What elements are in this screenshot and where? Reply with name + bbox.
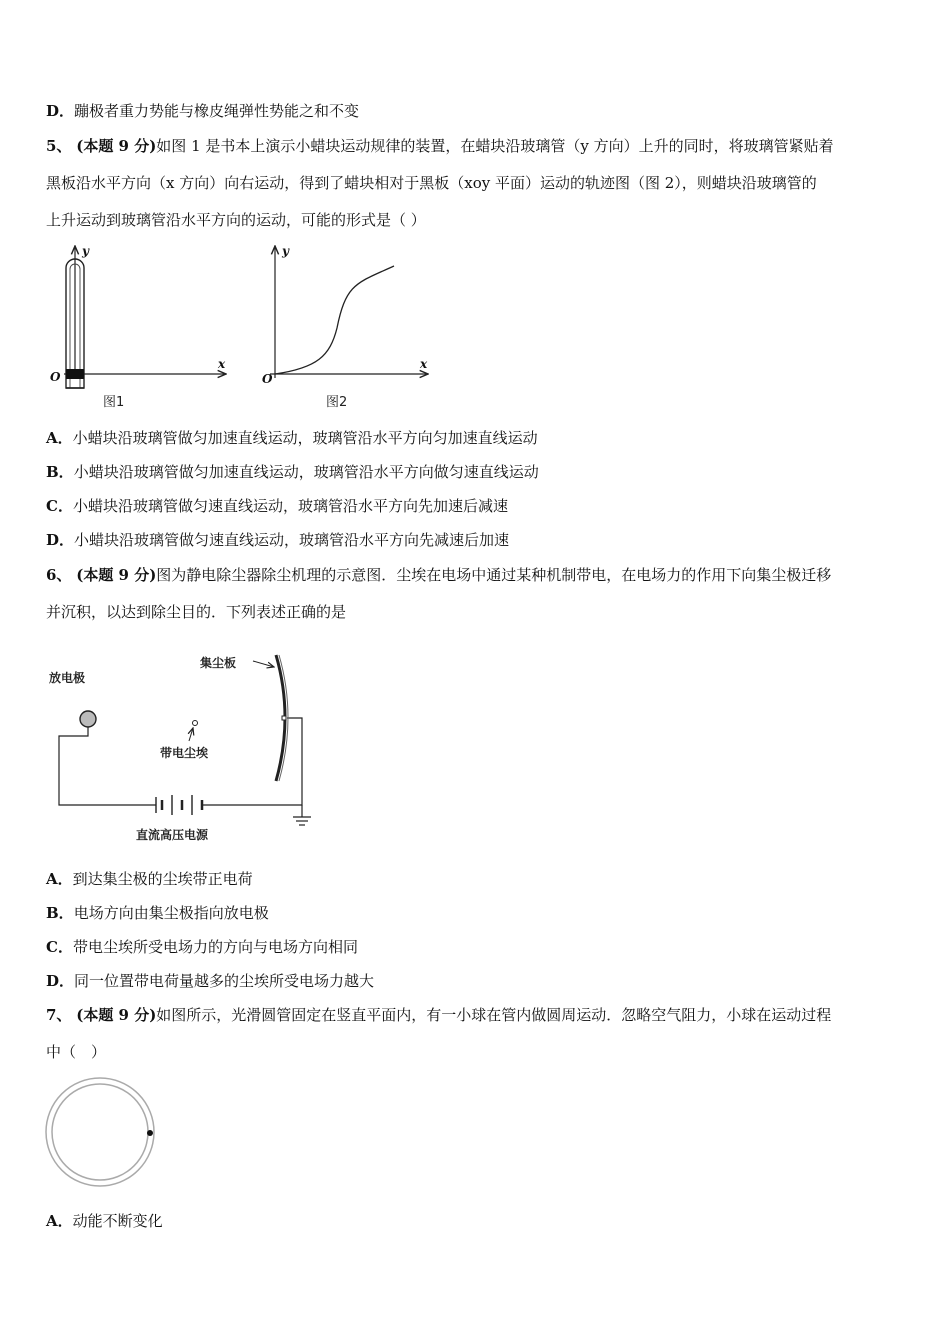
figure-2-trajectory [262, 238, 442, 388]
q4-option-d [46, 101, 359, 121]
q5-option-a [46, 428, 538, 448]
fig2-axis-y-label: y [282, 244, 289, 258]
q6-option-c [46, 937, 358, 957]
q6-option-b [46, 903, 269, 923]
stem-text: 如图 1 是书本上演示小蜡块运动规律的装置，在蜡块沿玻璃管（y 方向）上升的同时，将玻璃管紧贴着 [156, 137, 834, 155]
fig2-origin-label: O [262, 372, 273, 386]
question-score: (本题 9 分) [76, 1006, 157, 1024]
q5-stem-line-1 [46, 136, 834, 156]
circular-tube-diagram [44, 1076, 158, 1190]
tube-inner-wall [52, 1084, 148, 1180]
option-label: D． [46, 972, 75, 990]
option-text: 同一位置带电荷量越多的尘埃所受电场力越大 [74, 972, 375, 990]
q5-stem-line-2: 黑板沿水平方向（x 方向）向右运动，得到了蜡块相对于黑板（xoy 平面）运动的轨迹图（图 2），则蜡块沿玻璃管的 [46, 174, 817, 192]
question-number: 7、 [46, 1006, 72, 1024]
option-label: B． [46, 463, 74, 481]
ground-icon [293, 805, 311, 825]
question-number: 5、 [46, 137, 72, 155]
q6-stem-line-2: 并沉积，以达到除尘目的．下列表述正确的是 [46, 603, 347, 621]
option-label: A． [46, 870, 73, 888]
stem-text: 图为静电除尘器除尘机理的示意图．尘埃在电场中通过某种机制带电，在电场力的作用下向集尘极迁移 [156, 566, 832, 584]
option-label: C． [46, 938, 73, 956]
fig1-axis-x-label: x [218, 357, 226, 371]
option-text: 小蜡块沿玻璃管做匀速直线运动，玻璃管沿水平方向先加速后减速 [72, 497, 508, 515]
q5-option-d [46, 530, 509, 550]
option-text: 电场方向由集尘极指向放电极 [73, 904, 269, 922]
tube-outer-wall [46, 1078, 154, 1186]
collector-pointer-arrow [253, 661, 274, 667]
stem-text: 如图所示，光滑圆管固定在竖直平面内，有一小球在管内做圆周运动．忽略空气阻力，小球在运动过程 [156, 1006, 832, 1024]
figure-1-glass-tube [46, 238, 246, 388]
option-text: 动能不断变化 [72, 1212, 163, 1230]
q6-option-a [46, 869, 253, 889]
question-score: (本题 9 分) [76, 137, 157, 155]
q7-stem-line-2: 中（ ） [46, 1043, 107, 1061]
q5-stem-line-3: 上升运动到玻璃管沿水平方向的运动，可能的形式是（ ） [46, 211, 426, 229]
option-label: A． [46, 1212, 73, 1230]
option-label: D． [46, 531, 75, 549]
option-text: 蹦极者重力势能与橡皮绳弹性势能之和不变 [74, 102, 360, 120]
option-label: B． [46, 904, 74, 922]
option-label: D． [46, 102, 75, 120]
discharge-electrode [80, 711, 96, 727]
q6-stem-line-1 [46, 565, 831, 585]
dust-pointer-arrow [189, 728, 193, 741]
wax-block [66, 369, 84, 379]
option-text: 小蜡块沿玻璃管做匀加速直线运动，玻璃管沿水平方向匀加速直线运动 [72, 429, 538, 447]
fig1-origin-label: O [50, 370, 61, 384]
q5-option-b [46, 462, 539, 482]
fig1-axis-y-label: y [82, 244, 89, 258]
option-text: 到达集尘极的尘埃带正电荷 [72, 870, 253, 888]
ball [147, 1130, 153, 1136]
power-supply-label: 直流高压电源 [136, 828, 209, 842]
charged-dust-label: 带电尘埃 [160, 746, 209, 760]
discharge-electrode-label: 放电极 [49, 671, 86, 685]
q7-option-a [46, 1211, 163, 1231]
fig2-axis-x-label: x [420, 357, 428, 371]
figure-1-caption: 图1 [103, 395, 125, 410]
collector-plate-label: 集尘板 [200, 656, 237, 670]
option-label: C． [46, 497, 73, 515]
q7-stem-line-1 [46, 1005, 831, 1025]
option-text: 小蜡块沿玻璃管做匀速直线运动，玻璃管沿水平方向先减速后加速 [74, 531, 510, 549]
q5-option-c [46, 496, 508, 516]
charged-dust-particle [193, 721, 198, 726]
figure-2-caption: 图2 [326, 395, 348, 410]
trajectory-curve [275, 266, 394, 374]
dc-battery-icon [156, 795, 202, 815]
question-score: (本题 9 分) [76, 566, 157, 584]
circuit-wire-left [59, 727, 156, 805]
question-number: 6、 [46, 566, 72, 584]
option-text: 小蜡块沿玻璃管做匀加速直线运动，玻璃管沿水平方向做匀速直线运动 [73, 463, 539, 481]
option-label: A． [46, 429, 73, 447]
circuit-wire-right [202, 718, 302, 805]
q6-option-d [46, 971, 374, 991]
option-text: 带电尘埃所受电场力的方向与电场方向相同 [72, 938, 358, 956]
